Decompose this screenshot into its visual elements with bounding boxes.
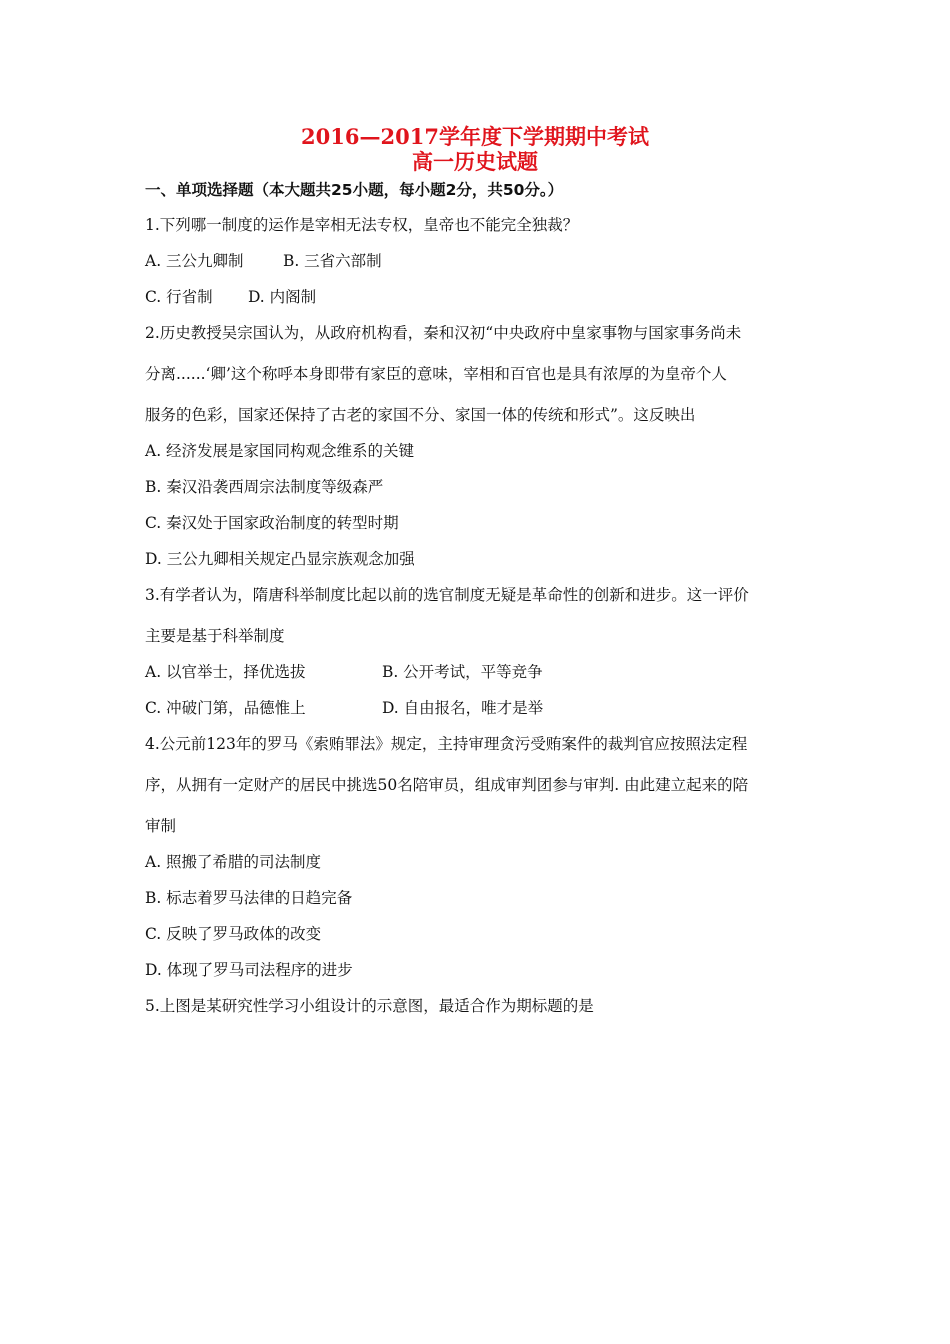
exam-subtitle: 高一历史试题 [412, 149, 538, 174]
question-3-options-row-1 [145, 660, 543, 682]
question-2-stem-line-1: 2.历史教授吴宗国认为，从政府机构看，秦和汉初“中央政府中皇家事物与国家事务尚未 [145, 324, 742, 342]
question-3-stem-line-1: 3.有学者认为，隋唐科举制度比起以前的选官制度无疑是革命性的创新和进步。这一评价 [145, 586, 749, 604]
question-1-option-b: B. 三省六部制 [282, 252, 382, 270]
question-2-stem-line-3: 服务的色彩，国家还保持了古老的家国不分、家国一体的传统和形式”。这反映出 [145, 406, 696, 424]
question-1-stem: 1.下列哪一制度的运作是宰相无法专权，皇帝也不能完全独裁？ [145, 216, 579, 234]
question-1-option-c: C. 行省制 [145, 288, 213, 306]
question-3-option-d: D. 自由报名，唯才是举 [381, 699, 544, 717]
question-2-option-b: B. 秦汉沿袭西周宗法制度等级森严 [145, 478, 384, 496]
question-1-option-a: A. 三公九卿制 [145, 252, 244, 270]
exam-title: 2016—2017学年度下学期期中考试 [301, 124, 649, 149]
question-5-stem: 5.上图是某研究性学习小组设计的示意图，最适合作为期标题的是 [145, 997, 594, 1015]
question-1-option-d: D. 内阁制 [247, 288, 317, 306]
question-3-option-a: A. 以官举士，择优选拔 [145, 663, 306, 681]
question-2-stem-line-2: 分离......‘卿’这个称呼本身即带有家臣的意味，宰相和百官也是具有浓厚的为皇帝个人 [145, 365, 727, 383]
question-1-options-row-1 [145, 249, 382, 271]
question-2-option-d: D. 三公九卿相关规定凸显宗族观念加强 [145, 550, 415, 568]
question-3-stem-line-2: 主要是基于科举制度 [145, 627, 285, 645]
question-3-options-row-2 [145, 696, 543, 718]
question-3-option-b: B. 公开考试，平等竞争 [381, 663, 543, 681]
question-2-option-a: A. 经济发展是家国同构观念维系的关键 [145, 442, 415, 460]
question-4-stem-line-1: 4.公元前123年的罗马《索贿罪法》规定，主持审理贪污受贿案件的裁判官应按照法定程 [145, 735, 748, 753]
question-4-stem-line-2: 序，从拥有一定财产的居民中挑选50名陪审员，组成审判团参与审判. 由此建立起来的陪 [145, 776, 749, 794]
question-4-option-c: C. 反映了罗马政体的改变 [145, 925, 322, 943]
question-4-option-a: A. 照搬了希腊的司法制度 [145, 853, 322, 871]
question-3-option-c: C. 冲破门第，品德惟上 [145, 699, 306, 717]
question-1-options-row-2 [145, 285, 316, 307]
section-heading: 一、单项选择题（本大题共25小题，每小题2分，共50分。） [145, 181, 564, 199]
question-4-stem-line-3: 审制 [145, 817, 177, 835]
question-4-option-d: D. 体现了罗马司法程序的进步 [145, 961, 353, 979]
question-4-option-b: B. 标志着罗马法律的日趋完备 [145, 889, 353, 907]
question-2-option-c: C. 秦汉处于国家政治制度的转型时期 [145, 514, 399, 532]
